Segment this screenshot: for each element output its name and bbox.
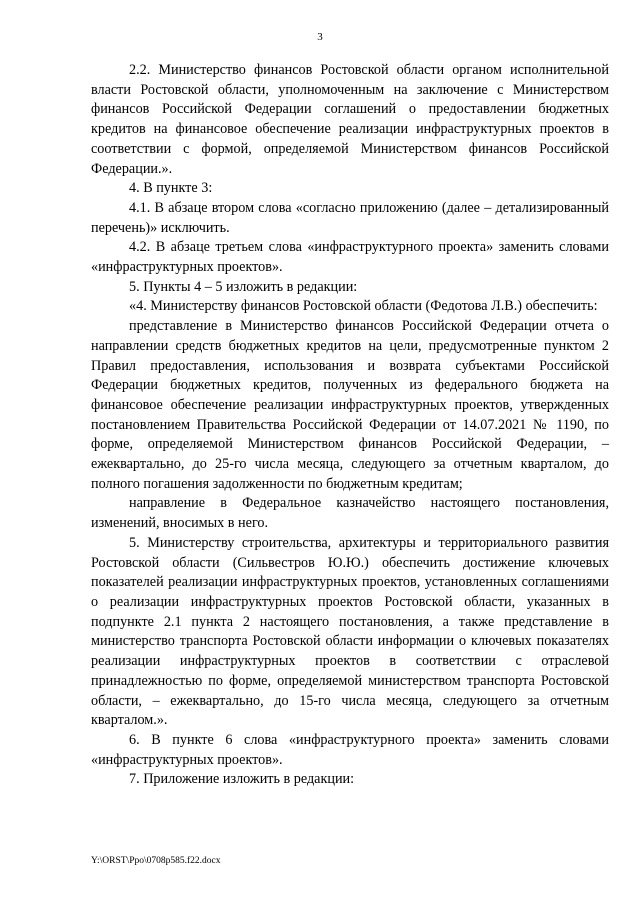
footer-file-path: Y:\ORST\Ppo\0708p585.f22.docx: [91, 856, 221, 866]
paragraph-quote-4: «4. Министерству финансов Ростовской области (Федотова Л.В.) обеспечить:: [129, 298, 598, 315]
paragraph-5: 5. Пункты 4 – 5 изложить в редакции:: [129, 278, 358, 295]
paragraph-6: 6. В пункте 6 слова «инфраструктурного проекта» заменить словами «инфраструктурных проектов».: [91, 731, 609, 768]
page-number: 3: [317, 31, 323, 43]
paragraph-4: 4. В пункте 3:: [129, 180, 213, 197]
paragraph-report: представление в Министерство финансов Российской Федерации отчета о направлении средств бюджетных кредитов на цели, предусмотренные пунктом 2 Правил предоставления, использования и возврата субъектами Российской Федерации бюджетных кредитов, полученных из федерального бюджета на финансовое обеспечение реализации инфраструктурных проектов, утвержденных постановлением Правительства Российской Федерации от 14.07.2021 № 1190, по форме, определяемой Министерством финансов Российской Федерации, – ежеквартально, до 25-го числа месяца, следующего за отчетным кварталом, до полного погашения задолженности по бюджетным кредитам;: [91, 318, 609, 492]
paragraph-treasury: направление в Федеральное казначейство настоящего постановления, изменений, вносимых в него.: [91, 495, 609, 532]
paragraph-quote-5: 5. Министерству строительства, архитектуры и территориального развития Ростовской области (Сильвестров Ю.Ю.) обеспечить достижение ключевых показателей реализации инфраструктурных проектов, установленных соглашениями о реализации инфраструктурных проектов Ростовской области, указанных в подпункте 2.1 пункта 2 настоящего постановления, а также представление в министерство транспорта Ростовской области информации о ключевых показателях реализации инфраструктурных проектов в соответствии с отраслевой принадлежностью по форме, определяемой министерством транспорта Ростовской области, – ежеквартально, до 15-го числа месяца, следующего за отчетным кварталом.».: [91, 534, 609, 729]
paragraph-7: 7. Приложение изложить в редакции:: [129, 771, 355, 788]
paragraph-4-1: 4.1. В абзаце втором слова «согласно приложению (далее – детализированный перечень)» исключить.: [91, 199, 609, 236]
paragraph-4-2: 4.2. В абзаце третьем слова «инфраструктурного проекта» заменить словами «инфраструктурных проектов».: [91, 239, 609, 276]
document-body: [91, 61, 609, 790]
paragraph-2-2: 2.2. Министерство финансов Ростовской области органом исполнительной власти Ростовской области, уполномоченным на заключение с Министерством финансов Российской Федерации соглашений о предоставлении бюджетных кредитов на финансовое обеспечение реализации инфраструктурных проектов в соответствии с формой, определяемой Министерством финансов Российской Федерации.».: [91, 62, 609, 177]
